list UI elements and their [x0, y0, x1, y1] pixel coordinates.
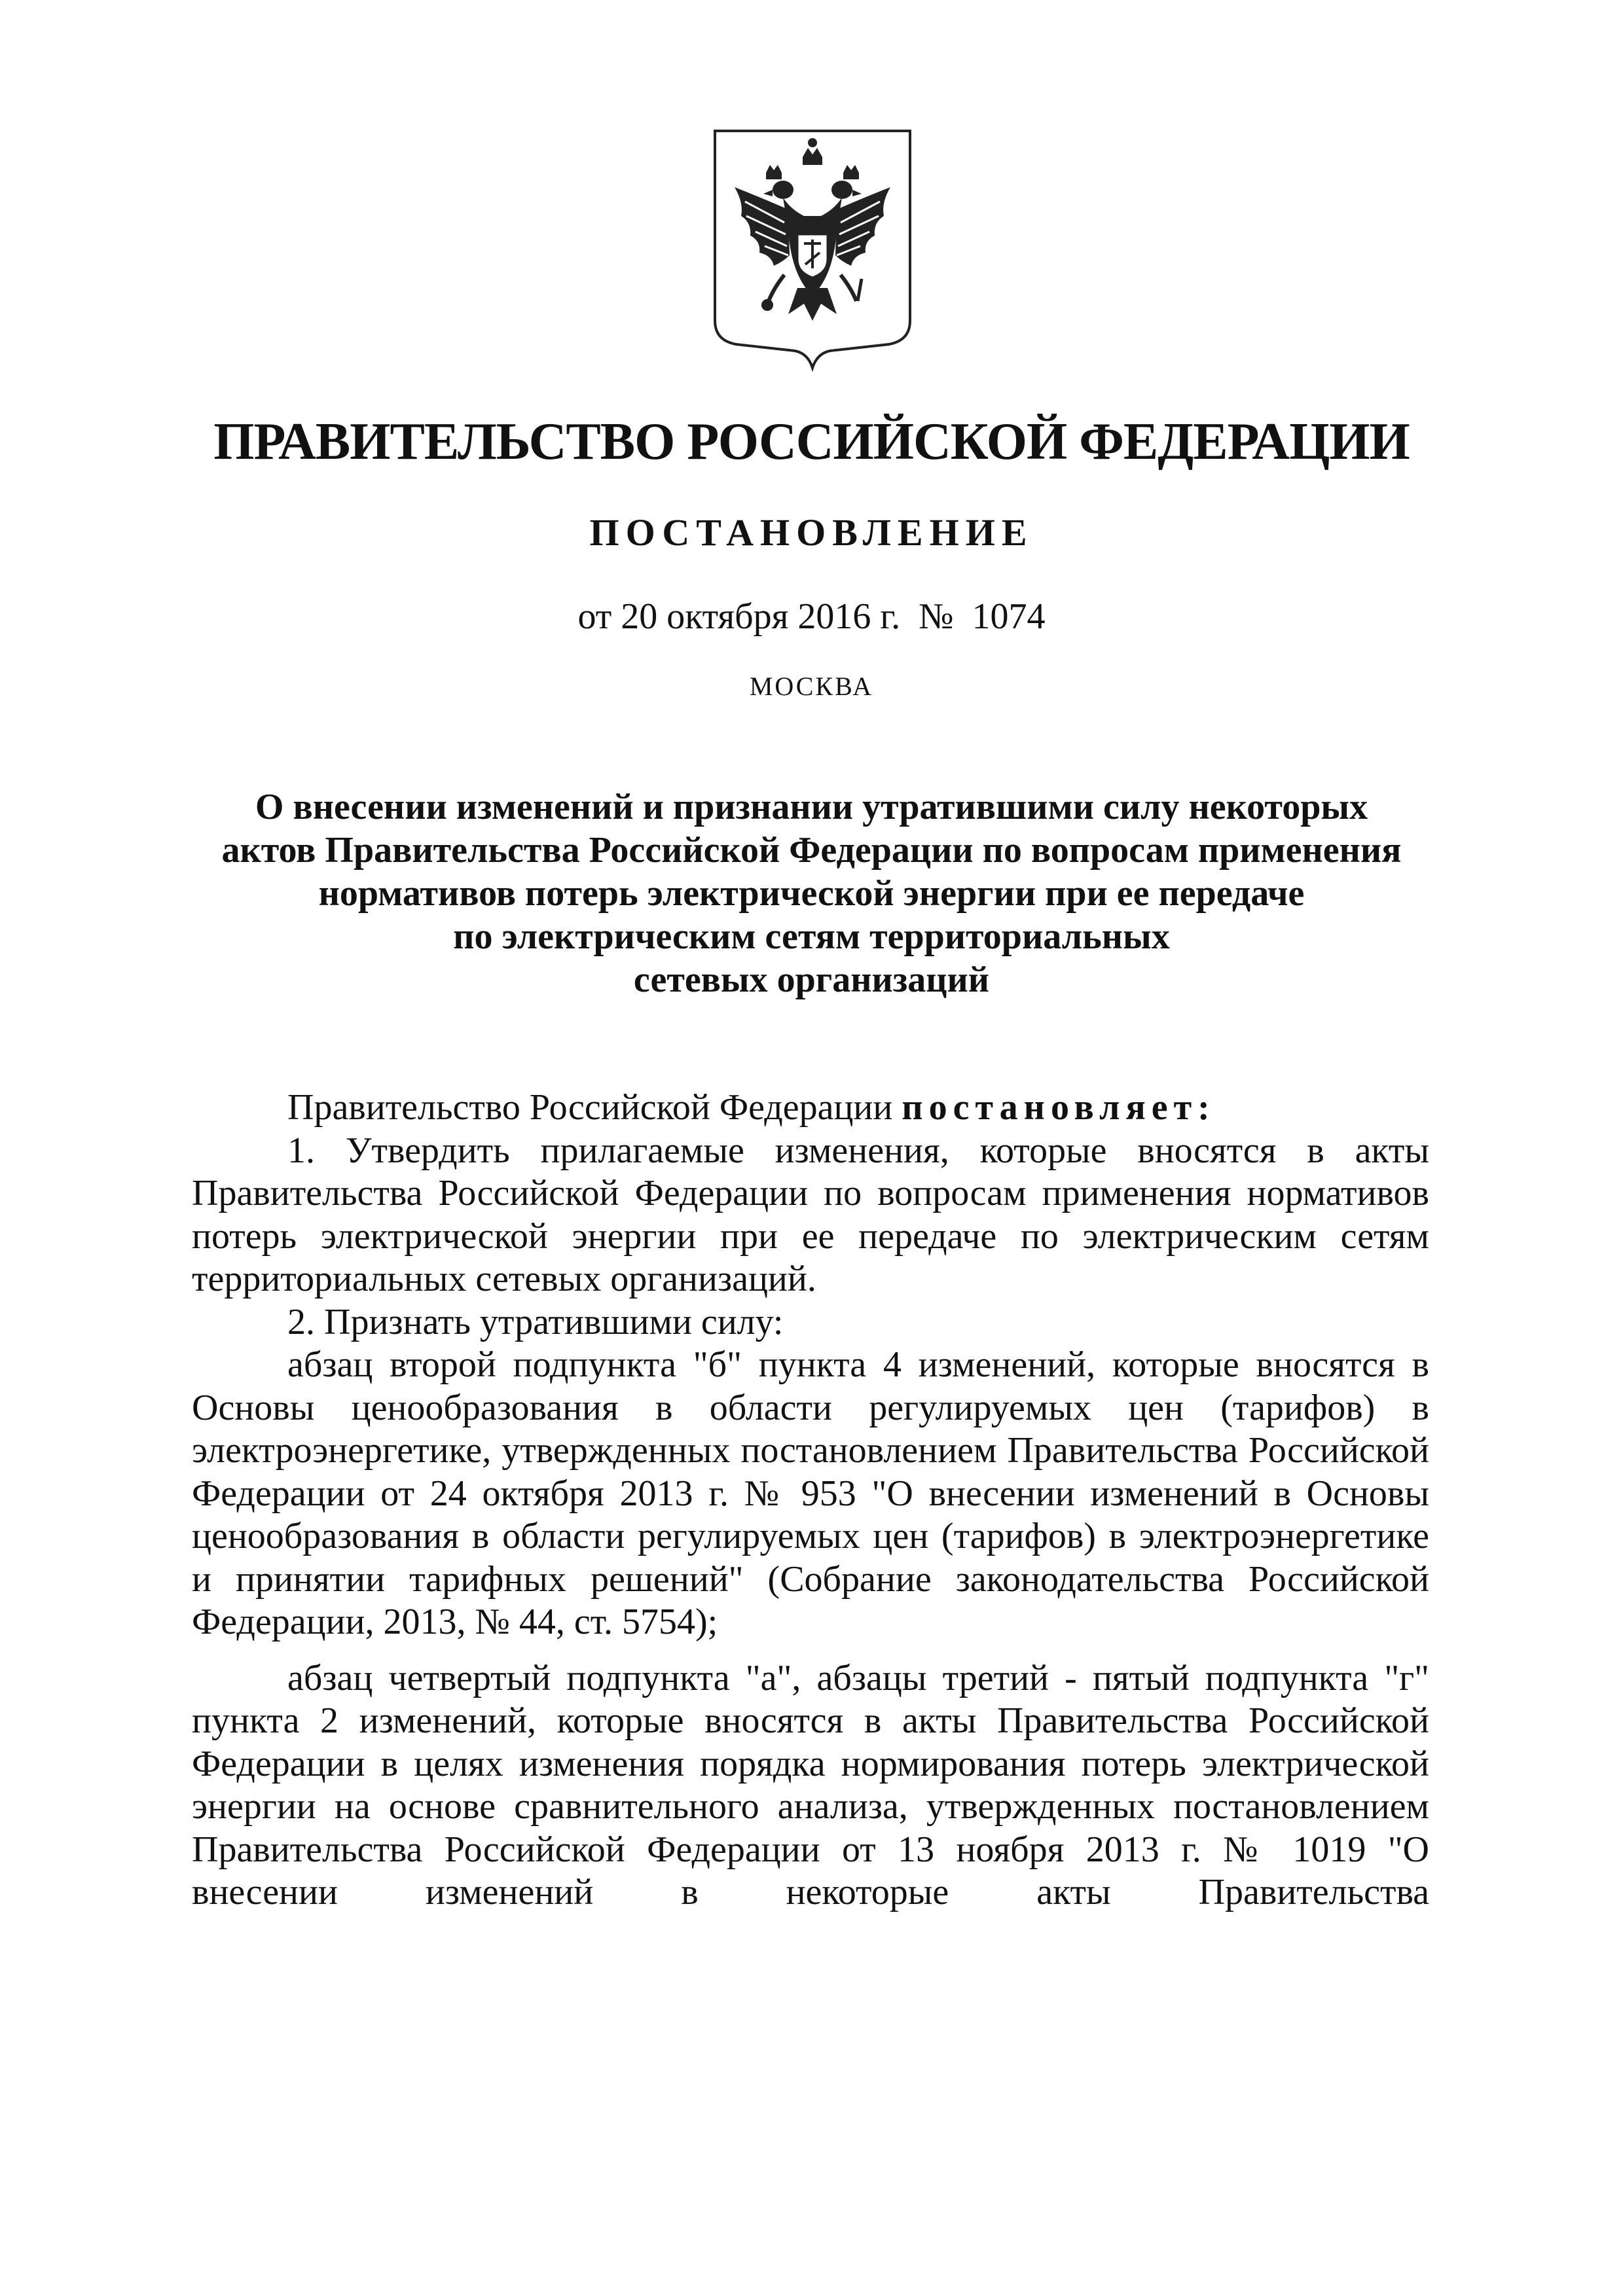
document-subject — [131, 785, 1492, 1001]
document-type: ПОСТАНОВЛЕНИЕ — [589, 511, 1034, 554]
body-paragraph: абзац второй подпункта "б" пункта 4 изменений, которые вносятся в Основы ценообразования в области регулируемых цен (тарифов) в электроэнергетике, утвержденных постановлением Правительства Российской Федерации от 24 октября 2013 г. № 953 "О внесении изменений в Основы ценообразования в области регулируемых цен (тарифов) в электроэнергетике и принятии тарифных решений" (Собрание законодательства Российской Федерации, 2013, № 44, ст. 5754); — [192, 1344, 1429, 1642]
body-paragraph: 1. Утвердить прилагаемые изменения, которые вносятся в акты Правительства Российской Федерации по вопросам применения нормативов потерь электрической энергии при ее передаче по электрическим сетям территориальных сетевых организаций. — [192, 1130, 1429, 1299]
document-number: 1074 — [972, 596, 1046, 637]
body-paragraph: абзац четвертый подпункта "а", абзацы третий - пятый подпункта "г" пункта 2 изменений, которые вносятся в акты Правительства Российской Федерации в целях изменения порядка нормирования потерь электрической энергии на основе сравнительного анализа, утвержденных постановлением Правительства Российской Федерации от 13 ноября 2013 г. № 1019 "О внесении изменений в некоторые акты Правительства — [192, 1657, 1429, 1912]
document-date: от 20 октября 2016 г. — [577, 596, 901, 637]
preamble-verb: постановляет: — [902, 1087, 1216, 1128]
organization-title: ПРАВИТЕЛЬСТВО РОССИЙСКОЙ ФЕДЕРАЦИИ — [213, 413, 1410, 471]
preamble — [192, 1086, 1429, 1130]
preamble-text: Правительство Российской Федерации — [287, 1087, 902, 1128]
document-date-number — [0, 596, 1623, 637]
subject-line: нормативов потерь электрической энергии при ее передаче — [318, 873, 1305, 914]
number-sign: № — [919, 596, 954, 637]
document-body — [192, 1086, 1429, 1914]
body-paragraph: 2. Признать утратившими силу: — [287, 1301, 784, 1342]
coat-of-arms-icon — [706, 124, 919, 372]
document-city: МОСКВА — [749, 672, 874, 701]
subject-line: по электрическим сетям территориальных — [453, 916, 1170, 957]
subject-line: актов Правительства Российской Федерации по вопросам применения — [221, 830, 1402, 870]
subject-line: О внесении изменений и признании утратившими силу некоторых — [255, 787, 1368, 827]
subject-line: сетевых организаций — [633, 960, 990, 1000]
